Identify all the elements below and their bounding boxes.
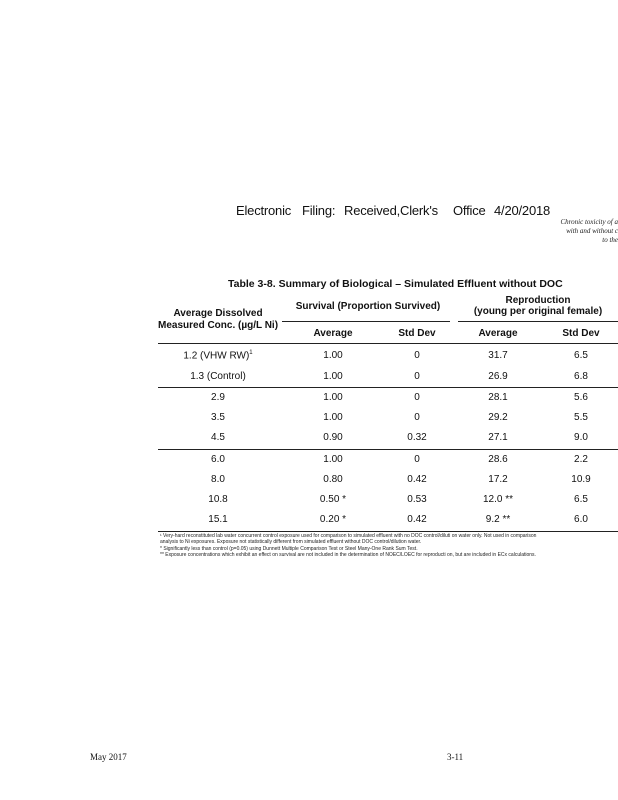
conc-value: 4.5: [211, 432, 225, 443]
repro-stddev: 6.8: [574, 371, 588, 382]
survival-average: 0.20 *: [319, 514, 347, 525]
survival-average: 1.00: [323, 392, 343, 403]
table-row: [158, 494, 618, 508]
repro-average: 17.2: [488, 474, 508, 485]
repro-average: 28.6: [488, 454, 508, 465]
survival-average: 1.00: [323, 412, 343, 423]
subheader-survival-stddev: Std Dev: [398, 328, 436, 339]
table-row: [158, 432, 618, 446]
survival-stddev: 0.42: [407, 474, 427, 485]
header-note-line: to the: [602, 236, 618, 244]
survival-average: 1.00: [323, 350, 343, 361]
repro-stddev: 6.5: [574, 350, 588, 361]
footer-date: May 2017: [90, 752, 127, 762]
conc-value: 15.1: [208, 514, 228, 525]
page-number: 3-11: [447, 752, 464, 762]
repro-stddev: 6.0: [574, 514, 588, 525]
table-row: [158, 392, 618, 406]
survival-stddev: 0.42: [407, 514, 427, 525]
table-row: [158, 514, 618, 528]
header-note-line: with and without c: [566, 227, 618, 235]
subheader-repro-stddev: Std Dev: [562, 328, 600, 339]
footnote: ¹ Very-hard reconstituted lab water concurrent control exposure used for comparison to simulated effluent with no DOC control/diluti on water only. Not used in comparison: [160, 533, 537, 539]
survival-average: 0.80: [323, 474, 343, 485]
survival-average: 0.50 *: [319, 494, 347, 505]
repro-stddev: 5.5: [574, 412, 588, 423]
conc-value: 8.0: [211, 474, 225, 485]
repro-average: 28.1: [488, 392, 508, 403]
conc-value: 1.2 (VHW RW): [183, 350, 250, 362]
repro-stddev: 6.5: [574, 494, 588, 505]
table-row: [158, 350, 618, 364]
stamp-word-received: Received,Clerk's: [344, 203, 438, 218]
survival-stddev: 0: [414, 392, 420, 403]
survival-average: 1.00: [323, 454, 343, 465]
footnote: * Significantly less than control (p=0.05) using Dunnett Multiple Comparison Test or Steel Many-One Rank Sum Test.: [160, 545, 418, 552]
table-row: [158, 412, 618, 426]
running-header-note: [528, 218, 618, 245]
repro-stddev: 9.0: [574, 432, 588, 443]
repro-average: 26.9: [488, 371, 508, 382]
repro-average: 9.2 **: [485, 514, 511, 525]
survival-stddev: 0.32: [407, 432, 427, 443]
group-rule: [158, 449, 618, 450]
col-header-survival: Survival (Proportion Survived): [295, 301, 441, 312]
survival-stddev: 0.53: [407, 494, 427, 505]
group-rule: [158, 387, 618, 388]
col-header-concentration: Average Dissolved Measured Conc. (µg/L Ni): [158, 308, 279, 331]
survival-stddev: 0: [414, 412, 420, 423]
conc-value: 1.3 (Control): [190, 371, 246, 382]
footnote: analysis to Ni exposures. Exposure not statistically different from simulated effluent without DOC control/dilution water.: [160, 539, 422, 546]
stamp-word-electronic: Electronic: [236, 203, 292, 218]
subheader-repro-average: Average: [478, 328, 518, 339]
repro-average: 29.2: [488, 412, 508, 423]
survival-stddev: 0: [414, 350, 420, 361]
table-row: [158, 474, 618, 488]
survival-average: 1.00: [323, 371, 343, 382]
repro-average: 27.1: [488, 432, 508, 443]
conc-value: 6.0: [211, 454, 225, 465]
footnote-marker: 1: [249, 350, 253, 356]
conc-value: 3.5: [211, 412, 225, 423]
stamp-word-office: Office: [453, 203, 486, 218]
survival-stddev: 0: [414, 371, 420, 382]
stamp-word-filing: Filing:: [302, 203, 336, 218]
survival-stddev: 0: [414, 454, 420, 465]
repro-average: 12.0 **: [482, 494, 514, 505]
repro-stddev: 2.2: [574, 454, 588, 465]
footnote: ** Exposure concentrations which exhibit an effect on survival are not included in the determination of NOEC/LOEC for reproducti on, but are included in ECx calculations.: [160, 551, 536, 558]
table-row: [158, 371, 618, 385]
repro-stddev: 5.6: [574, 392, 588, 403]
conc-value: 2.9: [211, 392, 225, 403]
subheader-survival-average: Average: [313, 328, 353, 339]
table-footnotes: [160, 533, 616, 558]
repro-stddev: 10.9: [571, 474, 591, 485]
table-row: [158, 454, 618, 468]
survival-underline: [282, 321, 450, 322]
survival-average: 0.90: [323, 432, 343, 443]
conc-value: 10.8: [208, 494, 228, 505]
table-bottom-rule: [158, 531, 618, 532]
header-bottom-rule: [158, 343, 618, 344]
repro-average: 31.7: [488, 350, 508, 361]
col-header-reproduction: Reproduction (young per original female): [473, 295, 603, 317]
stamp-date: 4/20/2018: [494, 203, 551, 218]
reproduction-underline: [458, 321, 618, 322]
header-note-line: Chronic toxicity of a: [560, 218, 618, 226]
table-title: Table 3-8. Summary of Biological – Simulated Effluent without DOC: [228, 278, 563, 290]
